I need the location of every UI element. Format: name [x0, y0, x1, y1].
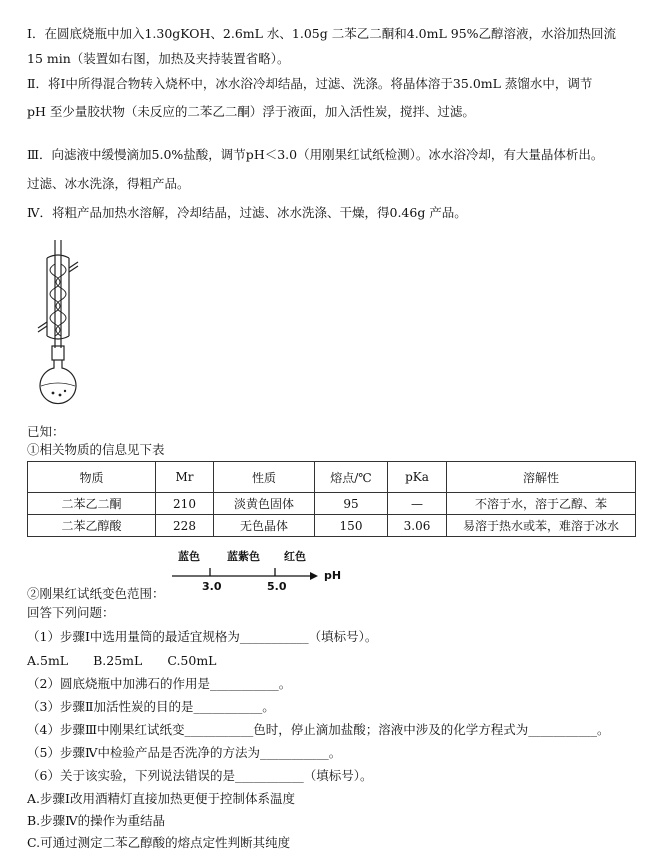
table-row — [28, 515, 636, 537]
table-row — [28, 493, 636, 515]
substance-info-table — [27, 461, 636, 537]
question-1: （1）步骤Ⅰ中选用量筒的最适宜规格为___________（填标号）。 — [27, 629, 378, 644]
table-header-cell: 物质 — [28, 462, 156, 493]
question-2: （2）圆底烧瓶中加沸石的作用是___________。 — [27, 676, 292, 691]
known-item-1: ①相关物质的信息见下表 — [27, 442, 165, 457]
ph-axis — [172, 564, 322, 580]
table-header-cell: 熔点/℃ — [315, 462, 388, 493]
table-cell: 易溶于热水或苯，难溶于冰水 — [447, 515, 636, 537]
table-cell: 3.06 — [388, 515, 447, 537]
step-2-line-1: Ⅱ．将Ⅰ中所得混合物转入烧杯中，冰水浴冷却结晶，过滤、洗涤。将晶体溶于35.0mL 蒸馏水中，调节 — [27, 76, 593, 91]
step-3-line-1: Ⅲ．向滤液中缓慢滴加5.0%盐酸，调节pH＜3.0（用刚果红试纸检测）。冰水浴冷却，有大量晶体析出。 — [27, 147, 604, 162]
table-cell: 无色晶体 — [214, 515, 315, 537]
step-1-line-2: 15 min（装置如右图，加热及夹持装置省略）。 — [27, 51, 290, 66]
table-cell: 210 — [156, 493, 214, 515]
table-header-cell — [156, 462, 214, 493]
table-cell: 150 — [315, 515, 388, 537]
step-4: Ⅳ．将粗产品加热水溶解，冷却结晶，过滤、冰水洗涤、干燥，得0.46g 产品。 — [27, 205, 467, 220]
table-cell: 二苯乙二酮 — [28, 493, 156, 515]
step-3-line-2: 过滤、冰水洗涤，得粗产品。 — [27, 176, 190, 191]
table-cell: 不溶于水，溶于乙醇、苯 — [447, 493, 636, 515]
question-4: （4）步骤Ⅲ中刚果红试纸变___________色时，停止滴加盐酸；溶液中涉及的化学方程式为___________。 — [27, 722, 610, 737]
table-cell: 95 — [315, 493, 388, 515]
known-item-2: ②刚果红试纸变色范围： — [27, 586, 165, 601]
table-header-cell: 溶解性 — [447, 462, 636, 493]
step-2-line-2: pH 至少量胶状物（未反应的二苯乙二酮）浮于液面，加入活性炭，搅拌、过滤。 — [27, 104, 475, 119]
question-5: （5）步骤Ⅳ中检验产品是否洗净的方法为___________。 — [27, 745, 342, 760]
table-cell: 228 — [156, 515, 214, 537]
question-6: （6）关于该实验，下列说法错误的是___________（填标号）。 — [27, 768, 373, 783]
table-cell: 二苯乙醇酸 — [28, 515, 156, 537]
question-6-option-b: B.步骤Ⅳ的操作为重结晶 — [27, 813, 166, 828]
table-cell: 淡黄色固体 — [214, 493, 315, 515]
ph-color-blue-violet: 蓝紫色 — [227, 550, 260, 563]
question-3: （3）步骤Ⅱ加活性炭的目的是___________。 — [27, 699, 275, 714]
reflux-apparatus-figure — [30, 238, 90, 408]
table-header-cell — [388, 462, 447, 493]
table-header-row — [28, 462, 636, 493]
ph-color-blue: 蓝色 — [178, 550, 200, 563]
question-1-options: A.5mL B.25mL C.50mL — [27, 653, 217, 668]
ph-tick-5: 5.0 — [267, 580, 287, 593]
step-1-line-1: Ⅰ．在圆底烧瓶中加入1.30gKOH、2.6mL 水、1.05g 二苯乙二酮和4.0mL 95%乙醇溶液，水浴加热回流 — [27, 26, 617, 41]
header-mr-symbol: Mr — [175, 470, 194, 484]
congo-red-ph-scale — [172, 546, 372, 596]
ph-color-red: 红色 — [284, 550, 306, 563]
table-header-cell: 性质 — [214, 462, 315, 493]
table-cell: — — [388, 493, 447, 515]
header-pka-symbol: pKa — [405, 470, 429, 484]
questions-intro: 回答下列问题： — [27, 605, 115, 620]
ph-tick-3: 3.0 — [202, 580, 222, 593]
ph-axis-label: pH — [324, 569, 342, 582]
question-6-option-c: C.可通过测定二苯乙醇酸的熔点定性判断其纯度 — [27, 835, 291, 850]
question-6-option-a: A.步骤Ⅰ改用酒精灯直接加热更便于控制体系温度 — [27, 791, 295, 806]
known-label: 已知： — [27, 424, 65, 439]
